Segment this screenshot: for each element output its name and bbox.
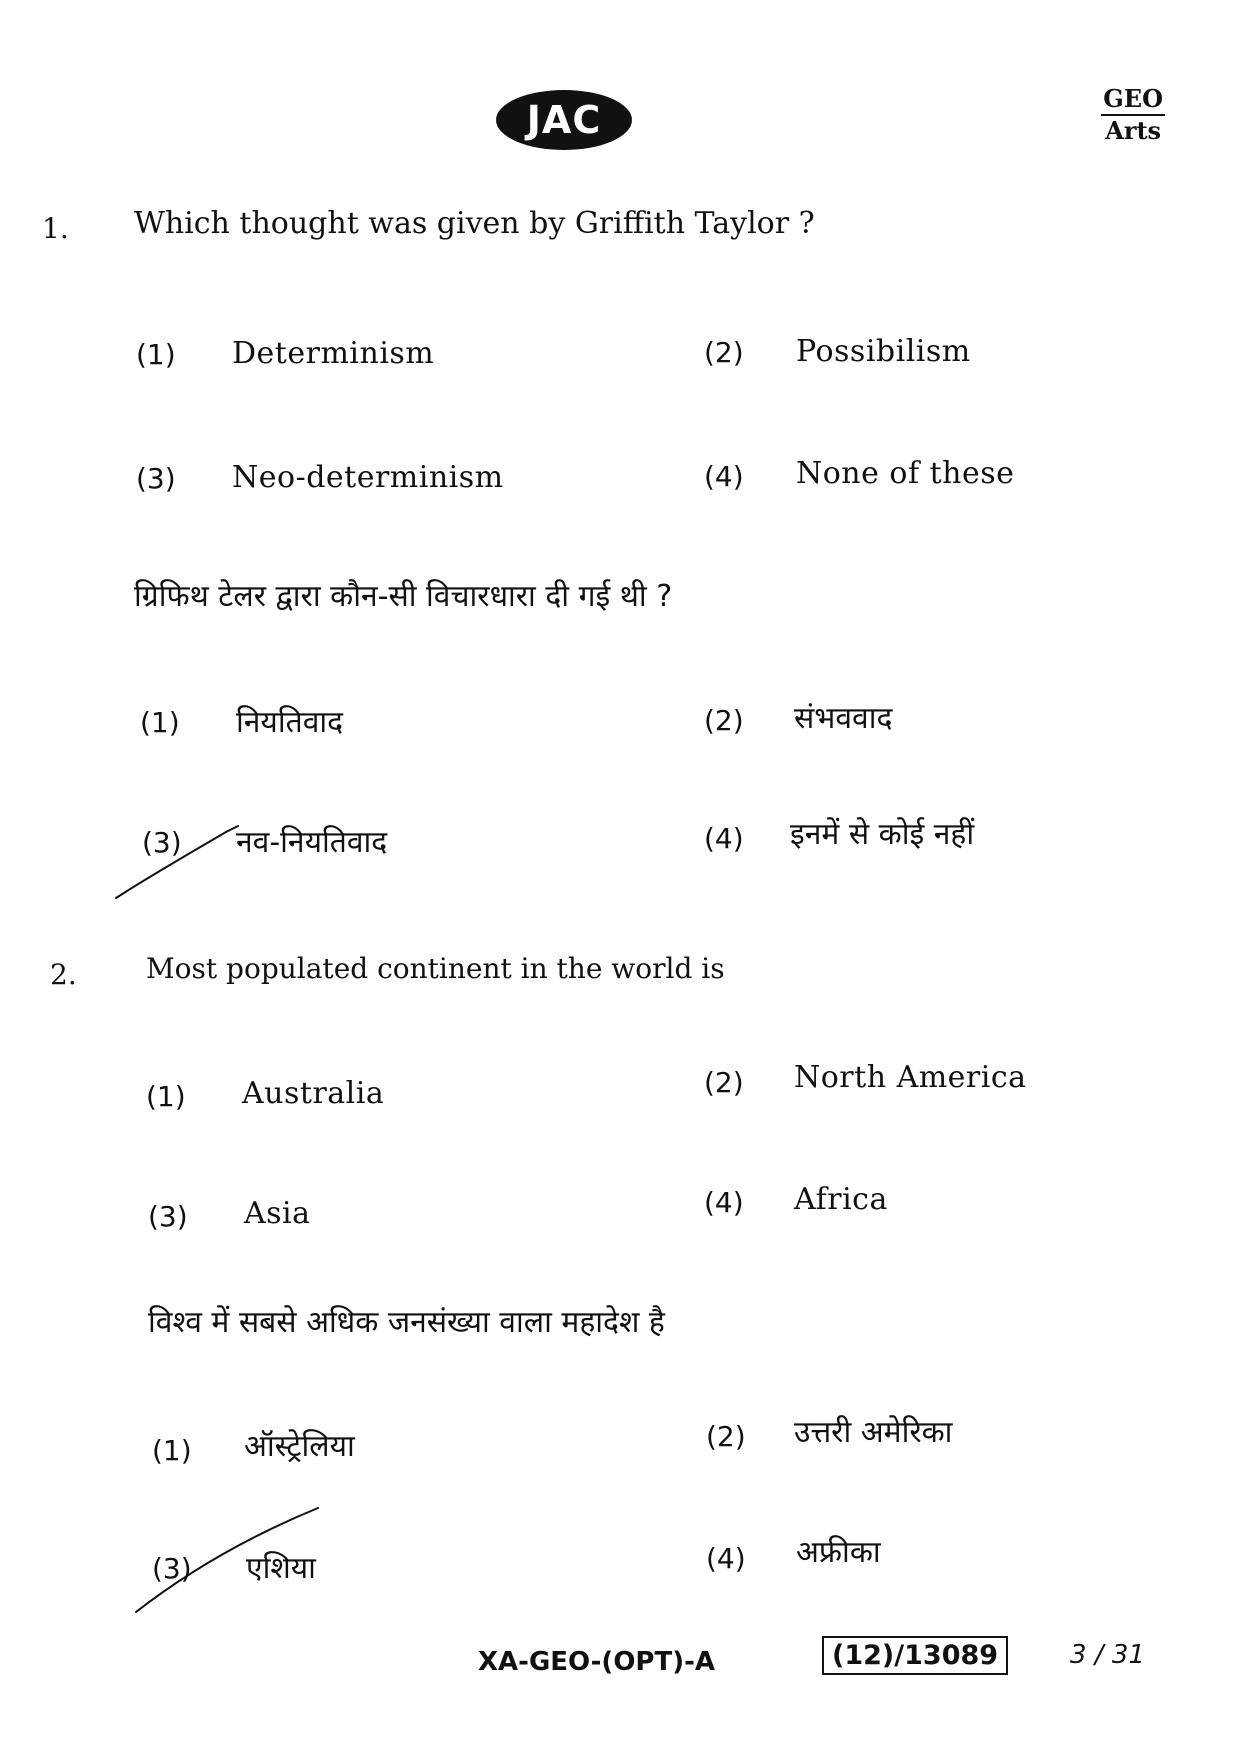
q2-en-opt2-text: North America: [794, 1060, 1027, 1095]
q2-hi-opt4-num: (4): [706, 1542, 746, 1575]
subject-arts: Arts: [1105, 116, 1162, 145]
q2-text-en: Most populated continent in the world is: [146, 952, 725, 985]
q1-en-opt2-num: (2): [704, 336, 744, 369]
q2-hi-opt2-text: उत्तरी अमेरिका: [794, 1415, 953, 1450]
q1-hi-opt3-num: (3): [142, 826, 182, 859]
q1-hi-opt2-num: (2): [704, 704, 744, 737]
q1-en-opt1-num: (1): [136, 338, 176, 371]
q2-en-opt4-text: Africa: [794, 1182, 888, 1217]
q2-hi-opt1-text: ऑस्ट्रेलिया: [244, 1429, 355, 1464]
q2-en-opt2-num: (2): [704, 1066, 744, 1099]
q1-number: 1.: [42, 212, 69, 245]
q2-text-hi: विश्व में सबसे अधिक जनसंख्या वाला महादेश है: [148, 1305, 665, 1340]
q2-number: 2.: [50, 958, 77, 991]
q2-en-opt3-num: (3): [148, 1200, 188, 1233]
q1-answer-mark: [116, 826, 238, 898]
q1-en-opt4-text: None of these: [796, 456, 1015, 491]
paper-code: XA-GEO-(OPT)-A: [478, 1647, 716, 1677]
q1-hi-opt1-num: (1): [140, 706, 180, 739]
q2-en-opt1-num: (1): [146, 1080, 186, 1113]
q1-hi-opt4-text: इनमें से कोई नहीं: [790, 817, 975, 852]
booklet-code: (12)/13089: [822, 1636, 1008, 1675]
page-number: 3 / 31: [1070, 1640, 1145, 1670]
q1-en-opt3-num: (3): [136, 462, 176, 495]
q1-hi-opt1-text: नियतिवाद: [236, 705, 344, 740]
q1-text-hi: ग्रिफिथ टेलर द्वारा कौन-सी विचारधारा दी गई थी ?: [134, 579, 673, 614]
q2-hi-opt3-num: (3): [152, 1552, 192, 1585]
q1-hi-opt4-num: (4): [704, 822, 744, 855]
q2-en-opt3-text: Asia: [244, 1196, 311, 1231]
logo-text: JAC: [526, 98, 602, 142]
q2-answer-mark: [136, 1508, 318, 1612]
q1-hi-opt2-text: संभववाद: [794, 701, 893, 736]
q1-text-en: Which thought was given by Griffith Taylor ?: [134, 206, 815, 241]
q2-en-opt1-text: Australia: [242, 1076, 385, 1111]
q1-en-opt2-text: Possibilism: [796, 334, 971, 369]
q1-en-opt4-num: (4): [704, 460, 744, 493]
subject-geo: GEO: [1101, 84, 1165, 116]
q1-hi-opt3-text: नव-नियतिवाद: [236, 825, 388, 860]
q2-hi-opt1-num: (1): [152, 1434, 192, 1467]
q2-hi-opt2-num: (2): [706, 1420, 746, 1453]
q2-hi-opt3-text: एशिया: [246, 1551, 316, 1586]
q2-en-opt4-num: (4): [704, 1186, 744, 1219]
q1-en-opt1-text: Determinism: [232, 336, 435, 371]
q1-en-opt3-text: Neo-determinism: [232, 460, 504, 495]
q2-hi-opt4-text: अफ्रीका: [796, 1535, 881, 1570]
